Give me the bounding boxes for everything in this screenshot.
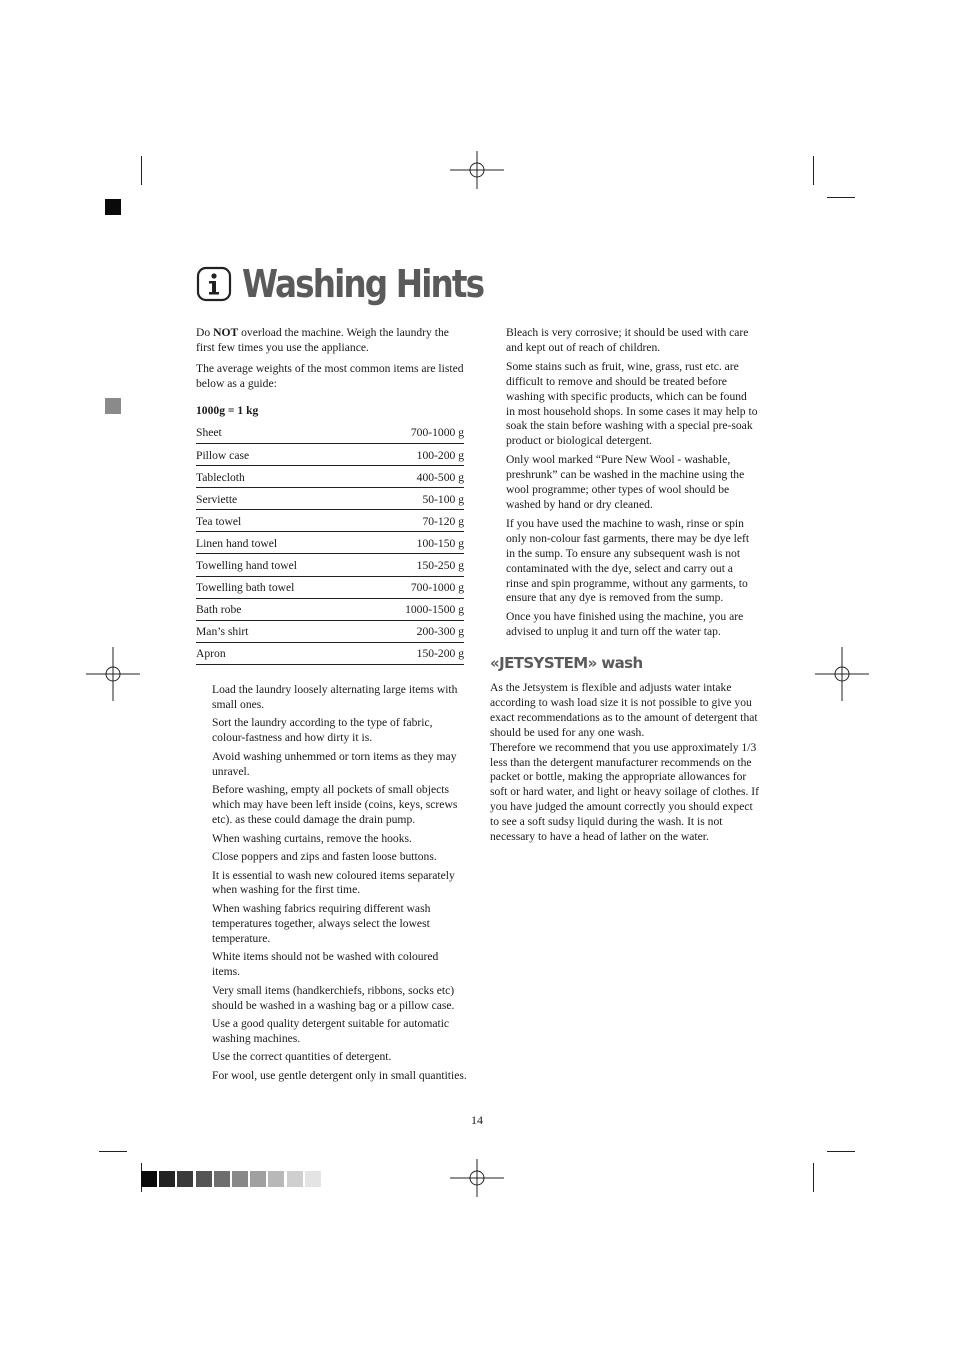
weights-heading: 1000g = 1 kg bbox=[196, 404, 259, 417]
tone-swatch bbox=[268, 1171, 284, 1187]
intro-text bbox=[196, 326, 464, 398]
item-name: Linen hand towel bbox=[196, 536, 278, 550]
page-number: 14 bbox=[471, 1113, 483, 1127]
item-weight: 100-150 g bbox=[416, 536, 464, 550]
tone-swatch bbox=[250, 1171, 266, 1187]
item-weight: 150-250 g bbox=[416, 558, 464, 572]
crop-mark bbox=[141, 156, 142, 185]
item-weight: 100-200 g bbox=[416, 448, 464, 462]
list-item: Close poppers and zips and fasten loose buttons. bbox=[212, 850, 437, 864]
jetsystem-text bbox=[490, 681, 762, 845]
list-item: White items should not be washed with coloured items. bbox=[212, 950, 439, 979]
item-weight: 50-100 g bbox=[422, 492, 464, 506]
registration-mark-icon bbox=[815, 647, 869, 701]
item-name: Man’s shirt bbox=[196, 625, 249, 639]
list-item: Load the laundry loosely alternating large items with small ones. bbox=[212, 683, 458, 711]
item-weight: 700-1000 g bbox=[410, 426, 464, 440]
paragraph: Once you have finished using the machine, you are advised to unplug it and turn off the water tap. bbox=[506, 610, 744, 639]
tone-swatch bbox=[141, 1171, 157, 1187]
table-row bbox=[196, 554, 464, 576]
item-name: Towelling hand towel bbox=[196, 558, 297, 572]
crop-mark bbox=[827, 197, 855, 198]
registration-mark-icon bbox=[450, 143, 504, 197]
tone-swatch bbox=[287, 1171, 303, 1187]
paragraph: If you have used the machine to wash, rinse or spin only non-colour fast garments, there may be dye left in the sump. To ensure any subsequent wash is not contaminated with the dye, select and carry out a rinse and spin programme, without any garments, to ensure that any dye is removed from the sump. bbox=[506, 516, 750, 605]
intro-paragraph: The average weights of the most common items are listed below as a guide: bbox=[196, 361, 464, 390]
tone-swatch bbox=[232, 1171, 248, 1187]
page-header bbox=[196, 258, 522, 310]
table-row bbox=[196, 532, 464, 554]
item-name: Bath robe bbox=[196, 603, 242, 617]
table-row bbox=[196, 599, 464, 621]
emphasis-not: NOT bbox=[213, 326, 239, 339]
table-row bbox=[196, 510, 464, 532]
item-weight: 70-120 g bbox=[422, 514, 464, 528]
list-item: Before washing, empty all pockets of small objects which may have been left inside (coins, keys, screws etc). as these could damage the drain pump. bbox=[212, 783, 458, 827]
list-item: For wool, use gentle detergent only in small quantities. bbox=[212, 1068, 467, 1082]
info-icon bbox=[196, 266, 232, 302]
tone-swatch bbox=[214, 1171, 230, 1187]
crop-mark bbox=[827, 1151, 855, 1152]
crop-mark bbox=[813, 1163, 814, 1192]
tone-swatch bbox=[196, 1171, 212, 1187]
paragraph: Therefore we recommend that you use approximately 1/3 less than the detergent manufacturer recommends on the packet or bottle, making the appropriate allowances for soft or hard water, and light or heavy soilage of clothes. If you have judged the amount correctly you should expect to see a soft sudsy liquid during the wash. It is not necessary to have a head of lather on the water. bbox=[490, 740, 760, 844]
item-weight: 700-1000 g bbox=[410, 581, 464, 595]
table-row bbox=[196, 444, 464, 466]
tone-swatch bbox=[305, 1171, 321, 1187]
table-row bbox=[196, 466, 464, 488]
list-item: Sort the laundry according to the type of fabric, colour-fastness and how dirty it is. bbox=[212, 716, 433, 745]
item-name: Towelling bath towel bbox=[196, 581, 295, 595]
list-item: It is essential to wash new coloured items separately when washing for the first time. bbox=[212, 868, 455, 897]
black-registration-square bbox=[105, 199, 121, 215]
list-item: Very small items (handkerchiefs, ribbons, socks etc) should be washed in a washing bag or a pillow case. bbox=[212, 983, 455, 1012]
tone-strip bbox=[141, 1171, 323, 1187]
table-row bbox=[196, 621, 464, 643]
page-title: Washing Hints bbox=[242, 262, 484, 306]
paragraph: Only wool marked “Pure New Wool - washable, preshrunk” can be washed in the machine using the wool programme; other types of wool should be washed by hand or dry cleaned. bbox=[506, 453, 745, 511]
right-column-text bbox=[506, 326, 758, 644]
item-weight: 1000-1500 g bbox=[405, 603, 464, 617]
item-weight: 150-200 g bbox=[416, 647, 464, 661]
table-row bbox=[196, 643, 464, 665]
registration-mark-icon bbox=[86, 647, 140, 701]
registration-mark-icon bbox=[450, 1151, 504, 1205]
weights-table bbox=[196, 422, 464, 665]
list-item: Avoid washing unhemmed or torn items as they may unravel. bbox=[212, 749, 457, 778]
paragraph: Bleach is very corrosive; it should be used with care and kept out of reach of children. bbox=[506, 326, 749, 354]
item-name: Apron bbox=[196, 647, 226, 661]
item-name: Tea towel bbox=[196, 514, 242, 528]
gray-registration-square bbox=[105, 398, 121, 414]
table-row bbox=[196, 422, 464, 444]
tone-swatch bbox=[177, 1171, 193, 1187]
item-name: Pillow case bbox=[196, 448, 250, 462]
intro-paragraph: Do NOT overload the machine. Weigh the laundry the first few times you use the appliance. bbox=[196, 326, 449, 354]
jetsystem-heading: «JETSYSTEM» wash bbox=[490, 654, 643, 672]
table-row bbox=[196, 577, 464, 599]
table-row bbox=[196, 488, 464, 510]
crop-mark bbox=[99, 1151, 127, 1152]
list-item: When washing fabrics requiring different wash temperatures together, always select the lowest temperature. bbox=[212, 901, 431, 945]
paragraph: Some stains such as fruit, wine, grass, rust etc. are difficult to remove and should be treated before washing with specific products, which can be found in most household shops. In some cases it may help to soak the stain before washing with a special pre-soak product or biological detergent. bbox=[506, 359, 758, 448]
list-item: When washing curtains, remove the hooks. bbox=[212, 831, 412, 845]
crop-mark bbox=[813, 156, 814, 185]
item-weight: 200-300 g bbox=[416, 625, 464, 639]
paragraph: As the Jetsystem is flexible and adjusts water intake according to wash load size it is not possible to give you exact recommendations as to the amount of detergent that should be used for any one wash. bbox=[490, 681, 758, 739]
hints-list bbox=[212, 683, 468, 1087]
item-weight: 400-500 g bbox=[416, 470, 464, 484]
tone-swatch bbox=[159, 1171, 175, 1187]
item-name: Serviette bbox=[196, 492, 238, 506]
item-name: Sheet bbox=[196, 426, 222, 440]
list-item: Use the correct quantities of detergent. bbox=[212, 1050, 392, 1064]
item-name: Tablecloth bbox=[196, 470, 245, 484]
list-item: Use a good quality detergent suitable for automatic washing machines. bbox=[212, 1017, 450, 1045]
